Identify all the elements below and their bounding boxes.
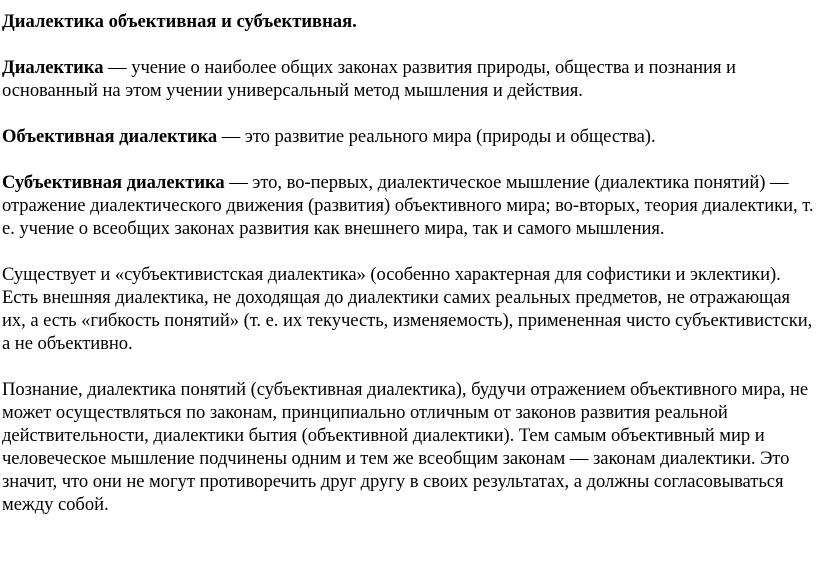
term-subjective-dialectics: Субъективная диалектика [2,172,225,193]
paragraph-subjectivist-dialectics: Существует и «субъективистская диалектика» (особенно характерная для софистики и эклектики). Есть внешняя диалектика, не доходящая до диалектики самих реальных предметов, не отражающая их, а есть «гибкость понятий» (т. е. их текучесть, изменяемость), примененная чисто субъективистски, а не объективно. [2,264,813,354]
paragraph-subjective-dialectics [2,171,814,240]
paragraph-cognition: Познание, диалектика понятий (субъективная диалектика), будучи отражением объективного мира, не может осуществляться по законам, принципиально отличным от законов развития реальной действительности, диалектики бытия (объективной диалектики). Тем самым объективный мир и человеческое мышление подчинены одним и тем же всеобщим законам — законам диалектики. Это значит, что они не могут противоречить друг другу в своих результатах, а должны согласовываться между собой. [2,379,809,515]
paragraph-text: — это, во-первых, диалектическое мышление (диалектика понятий) — отражение диалектического движения (развития) объективного мира; во-вторых, теория диалектики, т. е. учение о всеобщих законах развития как внешнего мира, так и самого мышления. [2,172,814,239]
document-page [2,10,814,516]
paragraph-text: — это развитие реального мира (природы и общества). [217,126,656,147]
term-dialectics: Диалектика [2,57,104,78]
paragraph-dialectics-definition [2,56,814,102]
paragraph-text: — учение о наиболее общих законах развития природы, общества и познания и основанный на этом учении универсальный метод мышления и действия. [2,57,736,101]
term-objective-dialectics: Объективная диалектика [2,126,218,147]
document-title: Диалектика объективная и субъективная. [2,11,357,32]
paragraph-objective-dialectics [2,125,814,148]
